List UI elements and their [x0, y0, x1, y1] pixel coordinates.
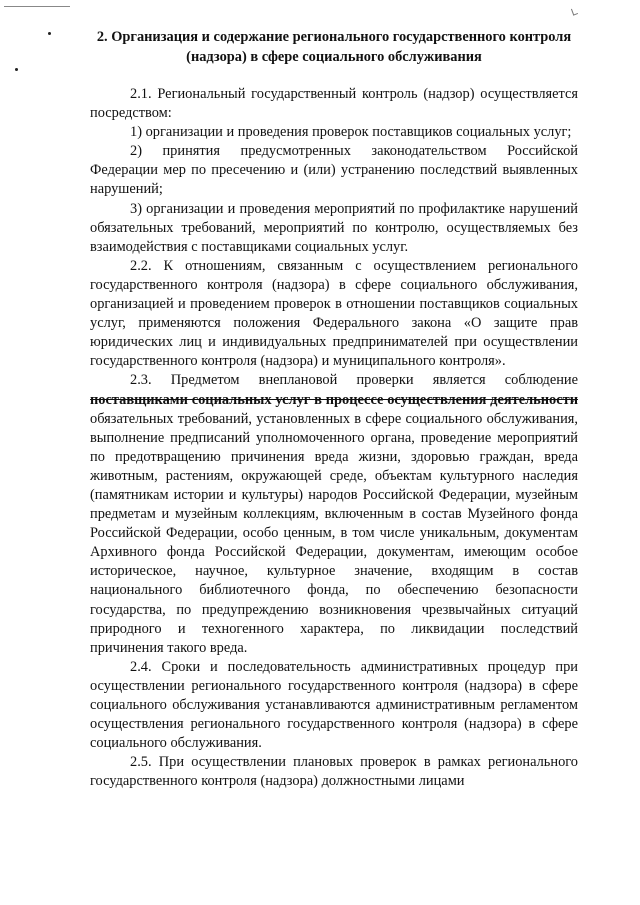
paragraph-2-1-item-3: 3) организации и проведения мероприятий по профилактике нарушений обязательных требований, мероприятий по контролю, осуществляемых без взаимодействия с поставщиками социальных услуг.	[90, 200, 578, 255]
scan-artifact-line	[4, 6, 70, 7]
scan-artifact-dot	[15, 68, 18, 71]
paragraph-2-4: 2.4. Сроки и последовательность административных процедур при осуществлении регионального государственного контроля (надзора) в сфере социального обслуживания устанавливаются административным регламентом осуществления регионального государственного контроля (надзора) в сфере социального обслуживания.	[90, 658, 578, 752]
paragraph-2-3	[90, 371, 578, 657]
paragraph-2-2: 2.2. К отношениям, связанным с осуществлением регионального государственного контроля (надзора) в сфере социального обслуживания, организацией и проведением проверок в отношении поставщиков социальных услуг, применяются положения Федерального закона «О защите прав юридических лиц и индивидуальных предпринимателей при осуществлении государственного контроля (надзора) и муниципального контроля».	[90, 257, 578, 370]
paragraph-2-1-item-2: 2) принятия предусмотренных законодательством Российской Федерации мер по пресечению и (или) устранению последствий выявленных нарушений;	[90, 143, 578, 198]
paragraph-2-3-start: 2.3. Предметом внеплановой проверки является соблюдение	[130, 372, 578, 389]
struck-through-text: поставщиками социальных услуг в процессе осуществления деятельности	[90, 391, 578, 408]
scan-artifact-tick	[571, 7, 578, 15]
section-title: 2. Организация и содержание регионального государственного контроля (надзора) в сфере социального обслуживания	[96, 29, 572, 65]
document-body	[90, 27, 578, 791]
paragraph-2-1: 2.1. Региональный государственный контроль (надзор) осуществляется посредством:	[90, 86, 578, 122]
paragraph-2-1-item-1: 1) организации и проведения проверок поставщиков социальных услуг;	[130, 124, 572, 141]
paragraph-2-3-end: обязательных требований, установленных в сфере социального обслуживания, выполнение предписаний уполномоченного органа, проведение мероприятий по предотвращению причинения вреда жизни, здоровью граждан, вреда животным, растениям, окружающей среде, объектам культурного наследия (памятникам истории и культуры) народов Российской Федерации, музейным предметам и музейным коллекциям, включенным в состав Музейного фонда Российской Федерации, особо ценным, в том числе уникальным, документам Архивного фонда Российской Федерации, документам, имеющим особое историческое, научное, культурное значение, входящим в состав национального библиотечного фонда, по обеспечению безопасности государства, по предупреждению возникновения чрезвычайных ситуаций природного и техногенного характера, по ликвидации последствий причинения такого вреда.	[90, 410, 578, 656]
paragraph-2-5: 2.5. При осуществлении плановых проверок в рамках регионального государственного контроля (надзора) должностными лицами	[90, 754, 578, 790]
scan-artifact-dot	[48, 32, 51, 35]
